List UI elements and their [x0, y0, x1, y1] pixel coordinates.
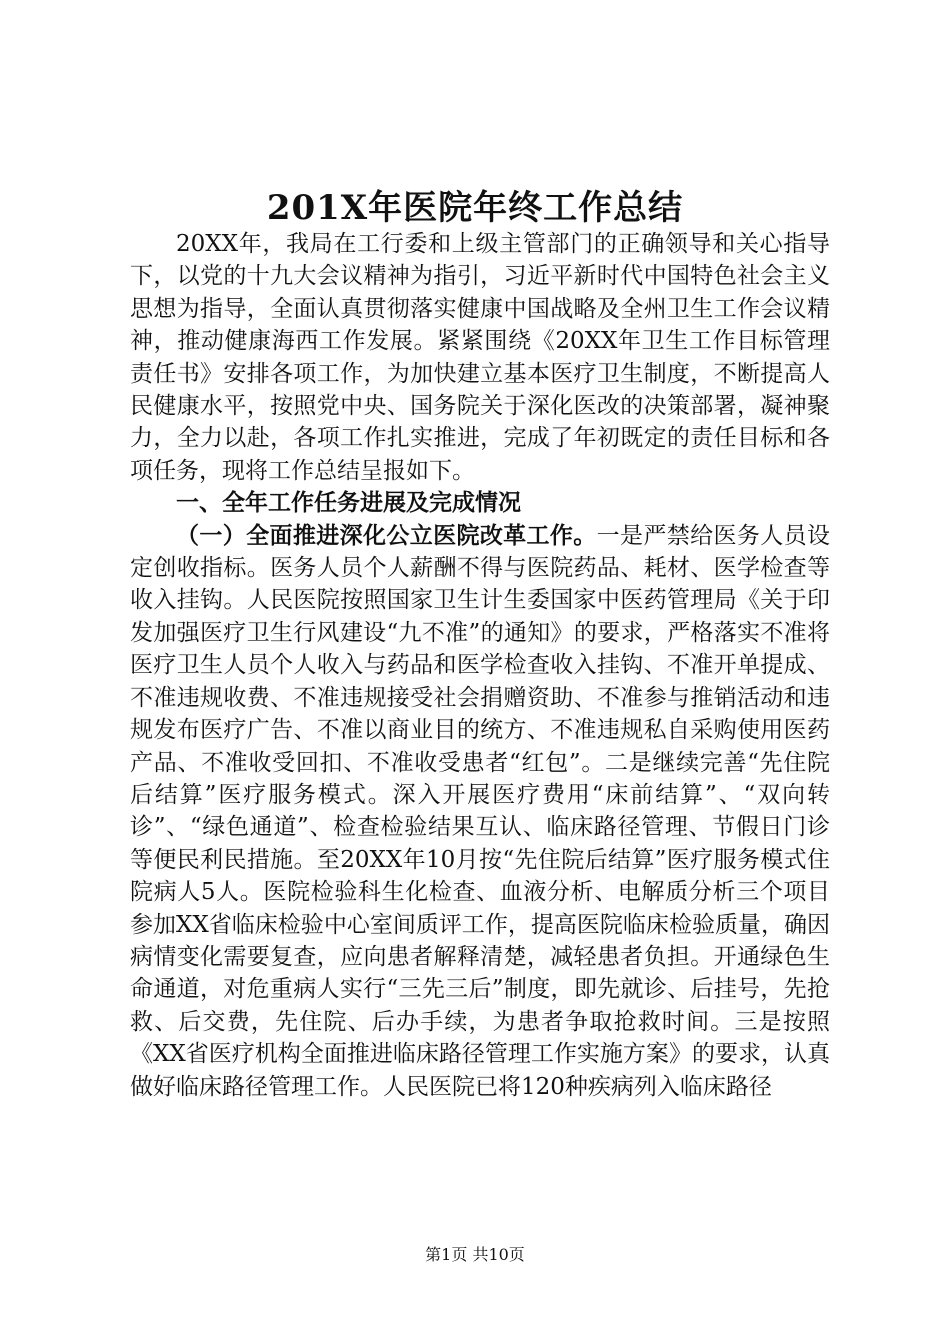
subsection-paragraph: [130, 520, 830, 1103]
subsection-heading: （一）全面推进深化公立医院改革工作。: [176, 522, 597, 549]
document-title: 201X年医院年终工作总结: [266, 188, 684, 228]
document-body: [130, 228, 830, 1103]
intro-paragraph: 20XX年，我局在工行委和上级主管部门的正确领导和关心指导下，以党的十九大会议精神为指引，习近平新时代中国特色社会主义思想为指导，全面认真贯彻落实健康中国战略及全州卫生工作会议精神，推动健康海西工作发展。紧紧围绕《20XX年卫生工作目标管理责任书》安排各项工作，为加快建立基本医疗卫生制度，不断提高人民健康水平，按照党中央、国务院关于深化医改的决策部署，凝神聚力，全力以赴，各项工作扎实推进，完成了年初既定的责任目标和各项任务，现将工作总结呈报如下。: [130, 231, 830, 484]
section-heading: 一、全年工作任务进展及完成情况: [176, 490, 521, 517]
subsection-text: 一是严禁给医务人员设定创收指标。医务人员个人薪酬不得与医院药品、耗材、医学检查等收入挂钩。人民医院按照国家卫生计生委国家中医药管理局《关于印发加强医疗卫生行风建设“九不准”的通知》的要求，严格落实不准将医疗卫生人员个人收入与药品和医学检查收入挂钩、不准开单提成、不准违规收费、不准违规接受社会捐赠资助、不准参与推销活动和违规发布医疗广告、不准以商业目的统方、不准违规私自采购使用医药产品、不准收受回扣、不准收受患者“红包”。二是继续完善“先住院后结算”医疗服务模式。深入开展医疗费用“床前结算”、“双向转诊”、“绿色通道”、检查检验结果互认、临床路径管理、节假日门诊等便民利民措施。至20XX年10月按“先住院后结算”医疗服务模式住院病人5人。医院检验科生化检查、血液分析、电解质分析三个项目参加XX省临床检验中心室间质评工作，提高医院临床检验质量，确因病情变化需要复查，应向患者解释清楚，减轻患者负担。开通绿色生命通道，对危重病人实行“三先三后”制度，即先就诊、后挂号，先抢救、后交费，先住院、后办手续，为患者争取抢救时间。三是按照《XX省医疗机构全面推进临床路径管理工作实施方案》的要求，认真做好临床路径管理工作。人民医院已将120种疾病列入临床路径: [130, 522, 831, 1100]
page-footer: 第1页 共10页: [425, 1245, 525, 1264]
